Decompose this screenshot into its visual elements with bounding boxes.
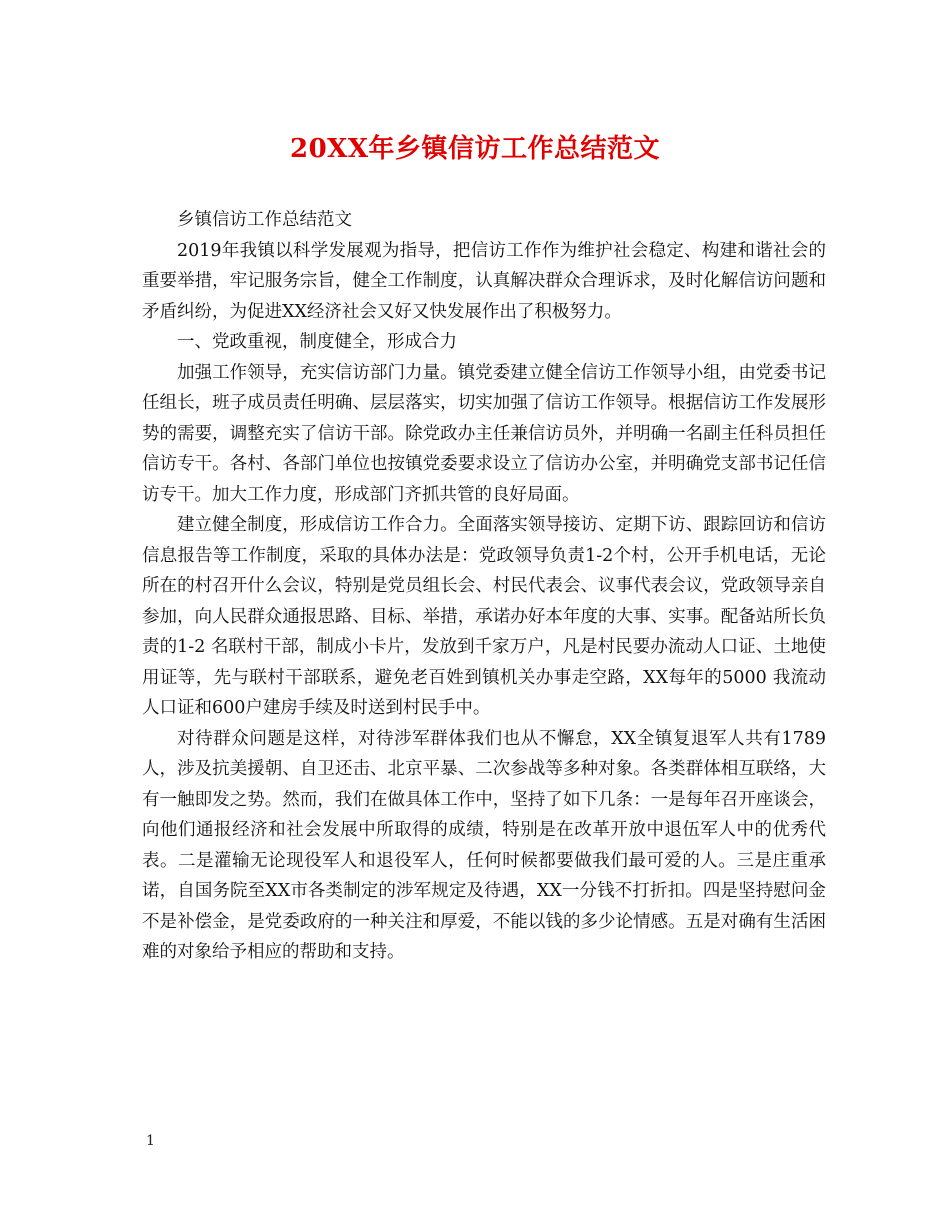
document-title: 20XX年乡镇信访工作总结范文 bbox=[289, 134, 661, 164]
document-body bbox=[142, 205, 826, 968]
paragraph-leadership: 加强工作领导，充实信访部门力量。镇党委建立健全信访工作领导小组，由党委书记任组长，班子成员责任明确、层层落实，切实加强了信访工作领导。根据信访工作发展形势的需要，调整充实了信访干部。除党政办主任兼信访员外，并明确一名副主任科员担任信访专干。各村、各部门单位也按镇党委要求设立了信访办公室，并明确党支部书记任信访专干。加大工作力度，形成部门齐抓共管的良好局面。 bbox=[142, 362, 826, 505]
paragraph-veterans: 对待群众问题是这样，对待涉军群体我们也从不懈怠，XX全镇复退军人共有1789人，涉及抗美援朝、自卫还击、北京平暴、二次参战等多种对象。各类群体相互联络，大有一触即发之势。然而，我们在做具体工作中，坚持了如下几条：一是每年召开座谈会，向他们通报经济和社会发展中所取得的成绩，特别是在改革开放中退伍军人中的优秀代表。二是灌输无论现役军人和退役军人，任何时候都要做我们最可爱的人。三是庄重承诺，自国务院至XX市各类制定的涉军规定及待遇，XX一分钱不打折扣。四是坚持慰问金不是补偿金，是党委政府的一种关注和厚爱，不能以钱的多少论情感。五是对确有生活困难的对象给予相应的帮助和支持。 bbox=[142, 728, 826, 962]
paragraph-subtitle: 乡镇信访工作总结范文 bbox=[177, 210, 352, 230]
paragraph-intro: 2019年我镇以科学发展观为指导，把信访工作作为维护社会稳定、构建和谐社会的重要举措，牢记服务宗旨，健全工作制度，认真解决群众合理诉求，及时化解信访问题和矛盾纠纷，为促进XX经济社会又好又快发展作出了积极努力。 bbox=[142, 240, 826, 322]
section-heading-1: 一、党政重视，制度健全，形成合力 bbox=[177, 332, 457, 352]
page-number: 1 bbox=[146, 1133, 155, 1149]
paragraph-system: 建立健全制度，形成信访工作合力。全面落实领导接访、定期下访、跟踪回访和信访信息报告等工作制度，采取的具体办法是：党政领导负责1-2个村，公开手机电话，无论所在的村召开什么会议，特别是党员组长会、村民代表会、议事代表会议，党政领导亲自参加，向人民群众通报思路、目标、举措，承诺办好本年度的大事、实事。配备站所长负责的1-2 名联村干部，制成小卡片，发放到千家万户，凡是村民要办流动人口证、土地使用证等，先与联村干部联系，避免老百姓到镇机关办事走空路，XX每年的5000 我流动人口证和600户建房手续及时送到村民手中。 bbox=[142, 515, 826, 718]
